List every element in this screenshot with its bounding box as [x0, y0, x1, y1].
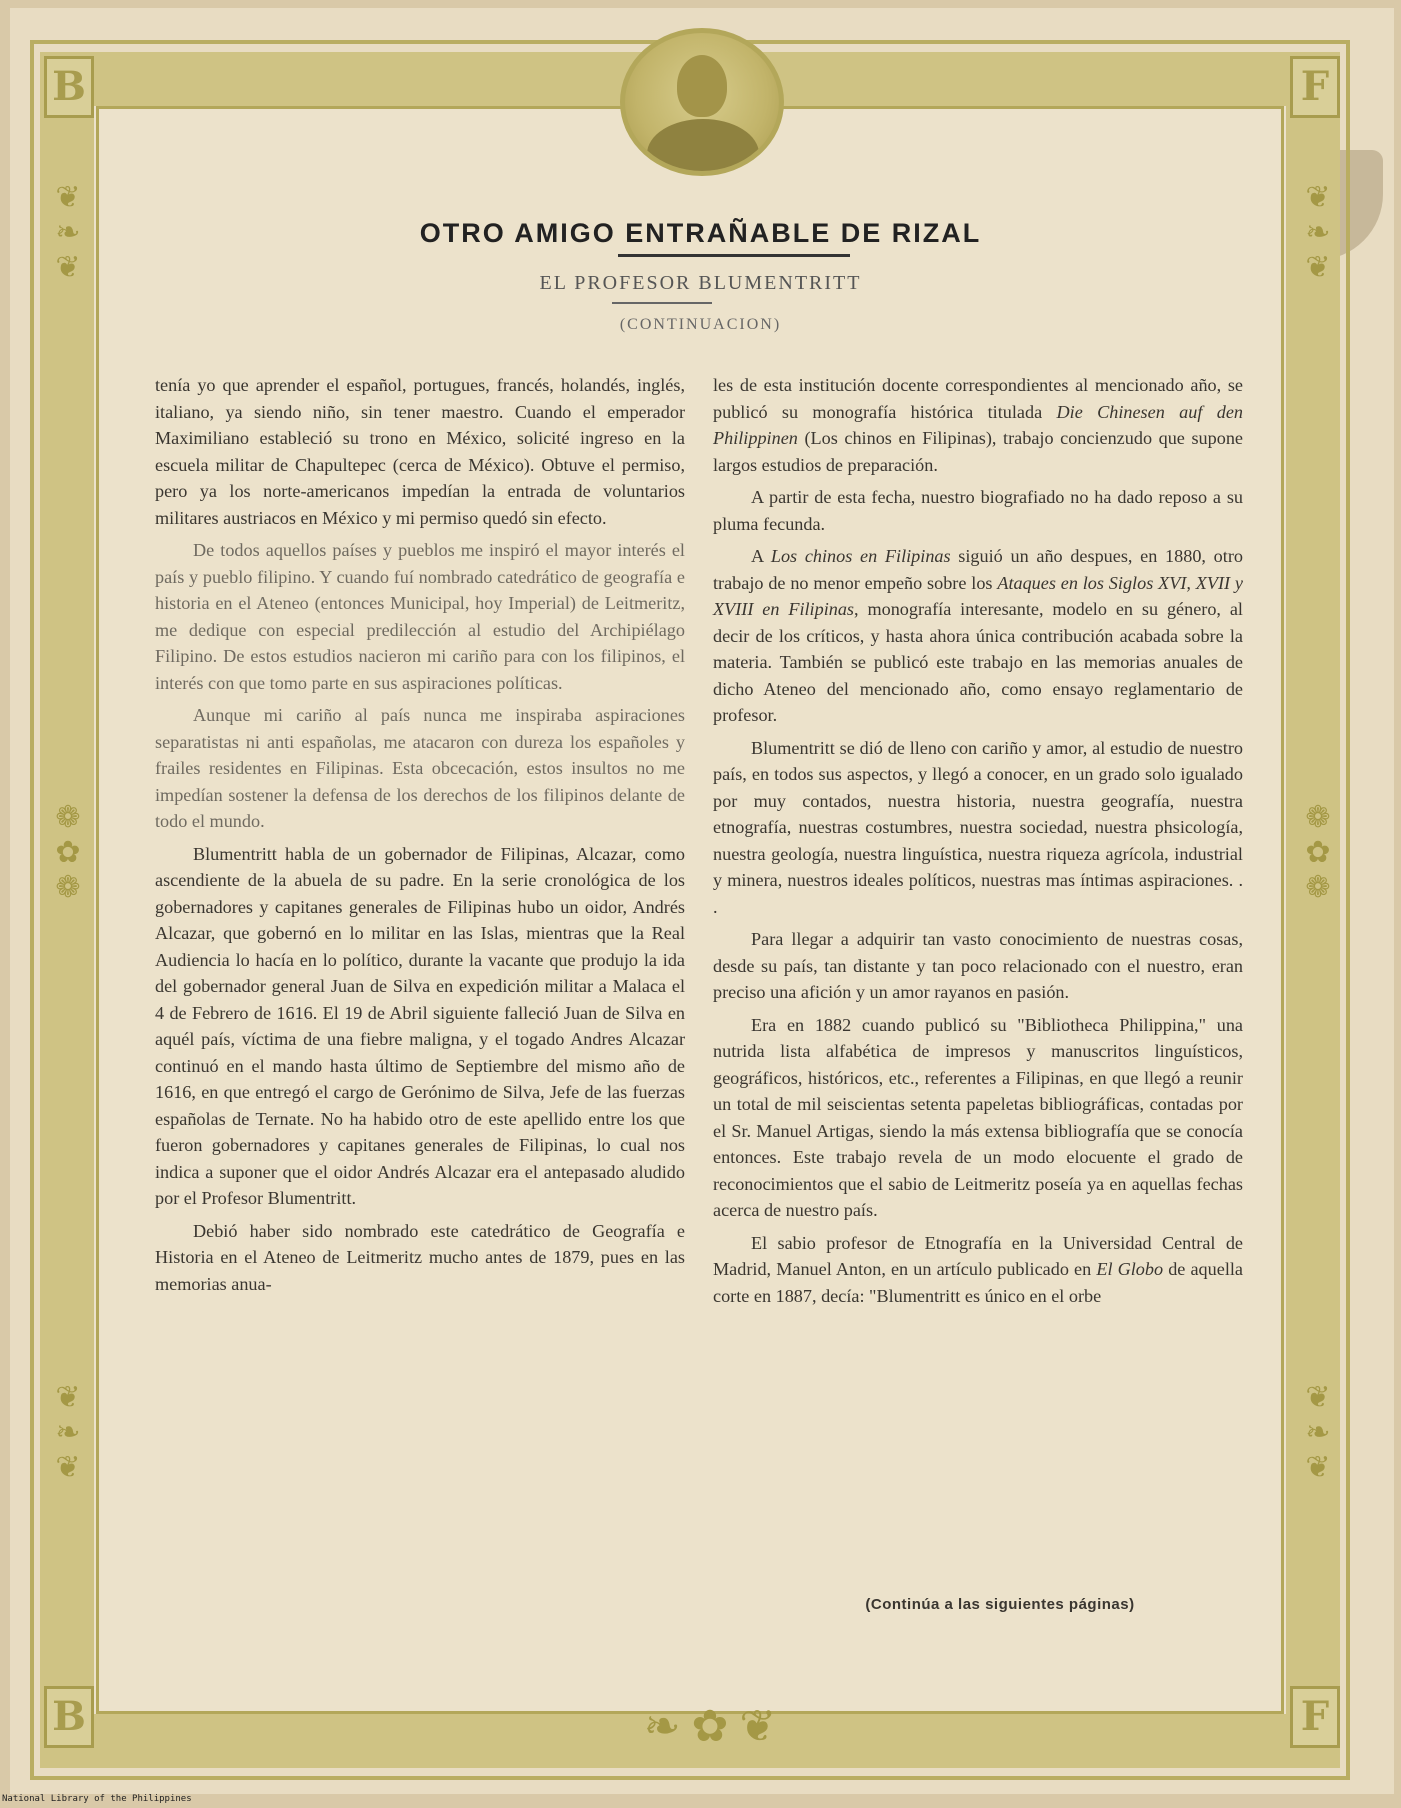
- paragraph: Blumentritt habla de un gobernador de Filipinas, Alcazar, como ascendiente de la abuela de su padre. En la serie cronológica de los gobernadores y capitanes generales de Filipinas hubo un oidor, Andrés Alcazar, que gobernó en lo militar en las Islas, mientras que la Real Audiencia lo hacía en lo político, durante la vacante que produjo la ida del gobernador general Juan de Silva en expedición militar a Malaca el 4 de Febrero de 1616. El 19 de Abril siguiente falleció Juan de Silva en aquél país, víctima de una fiebre maligna, y el togado Andres Alcazar continuó en el mando hasta último de Septiembre del mismo año de 1616, en que entregó el cargo de Gerónimo de Silva, Jefe de las fuerzas españolas de Ternate. No ha habido otro de este apellido entre los que fueron gobernadores y capitanes generales de Filipinas, lo cual nos indica a suponer que el oidor Andrés Alcazar era el antepasado aludido por el Profesor Blumentritt.: [155, 843, 685, 1208]
- paragraph-text: A: [751, 546, 771, 566]
- corner-monogram-top-left: B: [44, 56, 94, 118]
- subtitle-underline: [612, 302, 712, 304]
- title-underline: [618, 254, 850, 257]
- floral-ornament-icon: ❦ ❧ ❦: [55, 1381, 81, 1484]
- right-column: [713, 372, 1243, 1315]
- floral-ornament-icon: ❦ ❧ ❦: [1305, 181, 1331, 284]
- portrait-medallion: [620, 28, 784, 176]
- paragraph: A partir de esta fecha, nuestro biografiado no ha dado reposo a su pluma fecunda.: [713, 487, 1243, 534]
- paragraph: Era en 1882 cuando publicó su "Bibliotheca Philippina," una nutrida lista alfabética de impresos y manuscritos linguísticos, geográficos, históricos, etc., referentes a Filipinas, en que llegó a reunir un total de mil seiscientas setenta papeletas bibliográficas, contadas por el Sr. Manuel Artigas, siendo la más extensa bibliografía que se conocía entonces. Este trabajo revela de un modo elocuente el grado de reconocimientos que el sabio de Leitmeritz poseía ya en aquellas fechas acerca de nuestro país.: [713, 1014, 1243, 1220]
- continued-note: (Continúa a las siguientes páginas): [865, 1596, 1135, 1613]
- paragraph: Aunque mi cariño al país nunca me inspiraba aspiraciones separatistas ni anti españolas, me atacaron con dureza los españoles y frailes residentes en Filipinas. Esta obcecación, estos insultos no me impedían sostener la defensa de los derechos de los filipinos delante de todo el mundo.: [155, 705, 685, 831]
- paragraph-text: (Los chinos en Filipinas), trabajo concienzudo que supone largos estudios de preparación.: [713, 428, 1243, 475]
- article-subtitle: EL PROFESOR BLUMENTRITT: [539, 272, 862, 294]
- bottom-floral-ornament-icon: ❧ ✿ ❦: [643, 1702, 777, 1751]
- corner-monogram-bottom-right: F: [1290, 1686, 1340, 1748]
- work-title: El Globo: [1096, 1259, 1164, 1279]
- floral-ornament-icon: ❁ ✿ ❁: [1305, 801, 1331, 904]
- continuation-label: (CONTINUACION): [619, 316, 782, 333]
- portrait-head: [677, 55, 727, 117]
- paragraph-text: siguió un año despues, en 1880, otro trabajo de no menor empeño sobre los: [713, 546, 1243, 593]
- work-title: Ataques en los Siglos XVI, XVII y XVIII en Filipinas: [713, 572, 1243, 619]
- paragraph: Blumentritt se dió de lleno con cariño y amor, al estudio de nuestro país, en todos sus aspectos, y llegó a conocer, en un grado solo igualado por muy contados, nuestra historia, nuestra geografía, nuestra etnografía, nuestras costumbres, nuestra sociedad, nuestra phsicología, nuestra geología, nuestra linguística, nuestra riqueza agrícola, industrial y minera, nuestros ideales políticos, nuestras mas íntimas aspiraciones. . .: [713, 737, 1243, 917]
- paragraph-text: de aquella corte en 1887, decía: "Blumentritt es único en el orbe: [713, 1259, 1243, 1306]
- article-title: OTRO AMIGO ENTRAÑABLE DE RIZAL: [419, 218, 982, 248]
- portrait-shoulders: [647, 119, 759, 176]
- library-credit: National Library of the Philippines: [2, 1794, 192, 1804]
- paragraph: Para llegar a adquirir tan vasto conocimiento de nuestras cosas, desde su país, tan distante y tan poco relacionado con el nuestro, eran preciso una afición y un amor rayanos en pasión.: [713, 929, 1243, 1002]
- floral-ornament-icon: ❁ ✿ ❁: [55, 801, 81, 904]
- left-column: [155, 372, 685, 1303]
- paragraph-text: , monografía interesante, modelo en su género, al decir de los críticos, y hasta ahora única contribución acabada sobre la materia. También se publicó este trabajo en las memorias anuales de dicho Ateneo del mencionado año, como ensayo reglamentario de profesor.: [713, 599, 1243, 725]
- paragraph: Debió haber sido nombrado este catedrático de Geografía e Historia en el Ateneo de Leitmeritz mucho antes de 1879, pues en las memorias anua-: [155, 1220, 685, 1294]
- paragraph-text: El sabio profesor de Etnografía en la Universidad Central de Madrid, Manuel Anton, en un artículo publicado en: [713, 1232, 1243, 1279]
- paragraph: [713, 543, 1243, 729]
- paragraph: [713, 372, 1243, 478]
- corner-monogram-top-right: F: [1290, 56, 1340, 118]
- work-title: Die Chinesen auf den Philippinen: [713, 401, 1244, 448]
- paragraph: De todos aquellos países y pueblos me inspiró el mayor interés el país y pueblo filipino. Y cuando fuí nombrado catedrático de geografía e historia en el Ateneo (entonces Municipal, hoy Imperial) de Leitmeritz, me dedique con especial predilección al estudio del Archipiélago Filipino. De estos estudios nacieron mi cariño para con los filipinos, el interés con que tomo parte en sus aspiraciones políticas.: [155, 540, 685, 693]
- paragraph: tenía yo que aprender el español, portugues, francés, holandés, inglés, italiano, ya siendo niño, sin tener maestro. Cuando el emperador Maximiliano estableció su trono en México, solicité ingreso en la escuela militar de Chapultepec (cerca de México). Obtuve el permiso, pero ya los norte-americanos impedían la entrada de voluntarios militares austriacos en México y mi permiso quedó sin efecto.: [155, 375, 685, 528]
- work-title: Los chinos en Filipinas: [770, 546, 951, 566]
- floral-ornament-icon: ❦ ❧ ❦: [55, 181, 81, 284]
- paragraph: [713, 1230, 1243, 1310]
- paragraph-text: les de esta institución docente correspondientes al mencionado año, se publicó su monografía histórica titulada: [713, 375, 1243, 422]
- corner-monogram-bottom-left: B: [44, 1686, 94, 1748]
- floral-ornament-icon: ❦ ❧ ❦: [1305, 1381, 1331, 1484]
